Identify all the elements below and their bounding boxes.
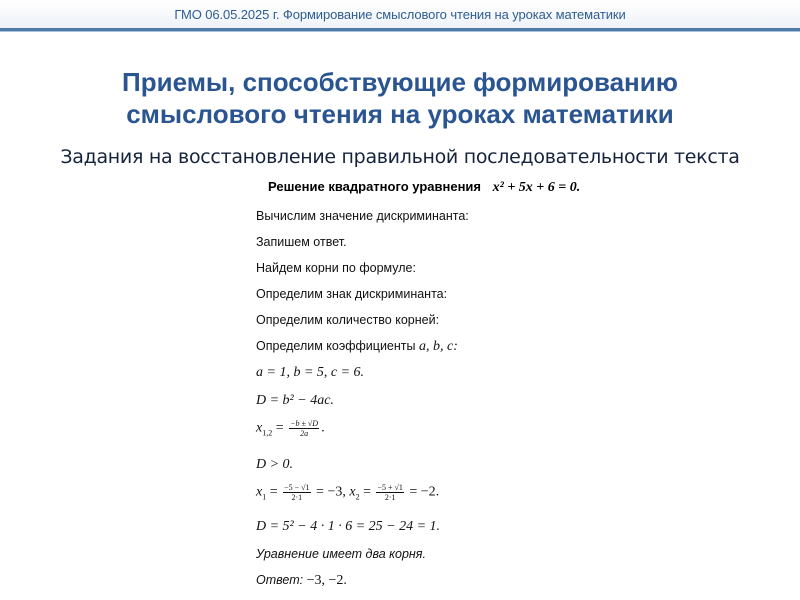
answer-label: Ответ: <box>256 573 304 587</box>
header-divider <box>0 28 800 32</box>
root-x1-fraction <box>283 483 310 502</box>
title-line-2: смыслового чтения на уроках математики <box>126 99 674 129</box>
discriminant-calculation: D = 5² − 4 · 1 · 6 = 25 − 24 = 1. <box>256 519 441 534</box>
root-x2-sub: 2 <box>355 492 360 502</box>
roots-formula-x: x <box>256 420 263 436</box>
title-line-1: Приемы, способствующие формированию <box>122 67 678 97</box>
root-x2-value: = −2. <box>405 484 440 500</box>
step-item <box>256 313 439 327</box>
header-caption: ГМО 06.05.2025 г. Формирование смыслового чтения на уроках математики <box>174 7 626 22</box>
fraction-denominator: 2·1 <box>291 493 303 502</box>
period: . <box>321 420 325 436</box>
step-item <box>256 573 347 589</box>
step-item: Определим знак дискриминанта: <box>256 287 448 301</box>
fraction-numerator: −b ± √D <box>290 419 319 428</box>
coef-vars: a, b, c: <box>418 339 458 354</box>
root-x2-fraction <box>376 483 403 502</box>
roots-formula-sub: 1,2 <box>262 428 273 438</box>
step-item <box>256 519 440 535</box>
fraction-numerator: −5 − √1 <box>284 483 310 492</box>
step-item <box>256 457 293 473</box>
step-text: Определим коэффициенты <box>256 339 416 353</box>
fraction-numerator: −5 + √1 <box>377 483 403 492</box>
task-heading <box>268 179 580 196</box>
root-x1-value: = −3, <box>312 484 350 500</box>
slide-header <box>0 0 800 28</box>
answer-value: −3, −2. <box>306 573 347 588</box>
roots-fraction <box>289 419 319 438</box>
task-heading-label: Решение квадратного уравнения <box>268 179 481 194</box>
step-item: $x_1$ = $\frac{-5 - √1}{2\cdot 1}$ = −3, $x_2$ = $\frac{-5 + √1}{2\cdot 1}$ = −2. <box>256 483 440 502</box>
fraction-denominator: 2·1 <box>384 493 396 502</box>
step-item <box>256 419 325 438</box>
root-x2: x <box>349 484 356 500</box>
fraction-denominator: 2a <box>300 429 309 438</box>
step-item: Уравнение имеет два корня. <box>256 547 426 561</box>
step-item: Запишем ответ. <box>256 235 347 249</box>
discriminant-sign: D > 0. <box>256 457 294 472</box>
slide-title <box>0 66 800 130</box>
root-x1-sub: 1 <box>262 492 267 502</box>
equals-sign: = <box>272 420 288 436</box>
discriminant-formula: D = b² − 4ac. <box>256 393 334 408</box>
step-item <box>256 339 458 355</box>
root-x1: x <box>256 484 263 500</box>
task-equation: x² + 5x + 6 = 0. <box>492 180 581 195</box>
step-item: Найдем корни по формуле: <box>256 261 416 275</box>
step-item <box>256 393 334 409</box>
step-text: Определим количество корней: <box>256 313 440 327</box>
slide-subtitle: Задания на восстановление правильной последовательности текста <box>60 146 740 168</box>
coef-values: a = 1, b = 5, c = 6. <box>256 365 365 380</box>
step-item <box>256 365 364 381</box>
step-item: Вычислим значение дискриминанта: <box>256 209 469 223</box>
